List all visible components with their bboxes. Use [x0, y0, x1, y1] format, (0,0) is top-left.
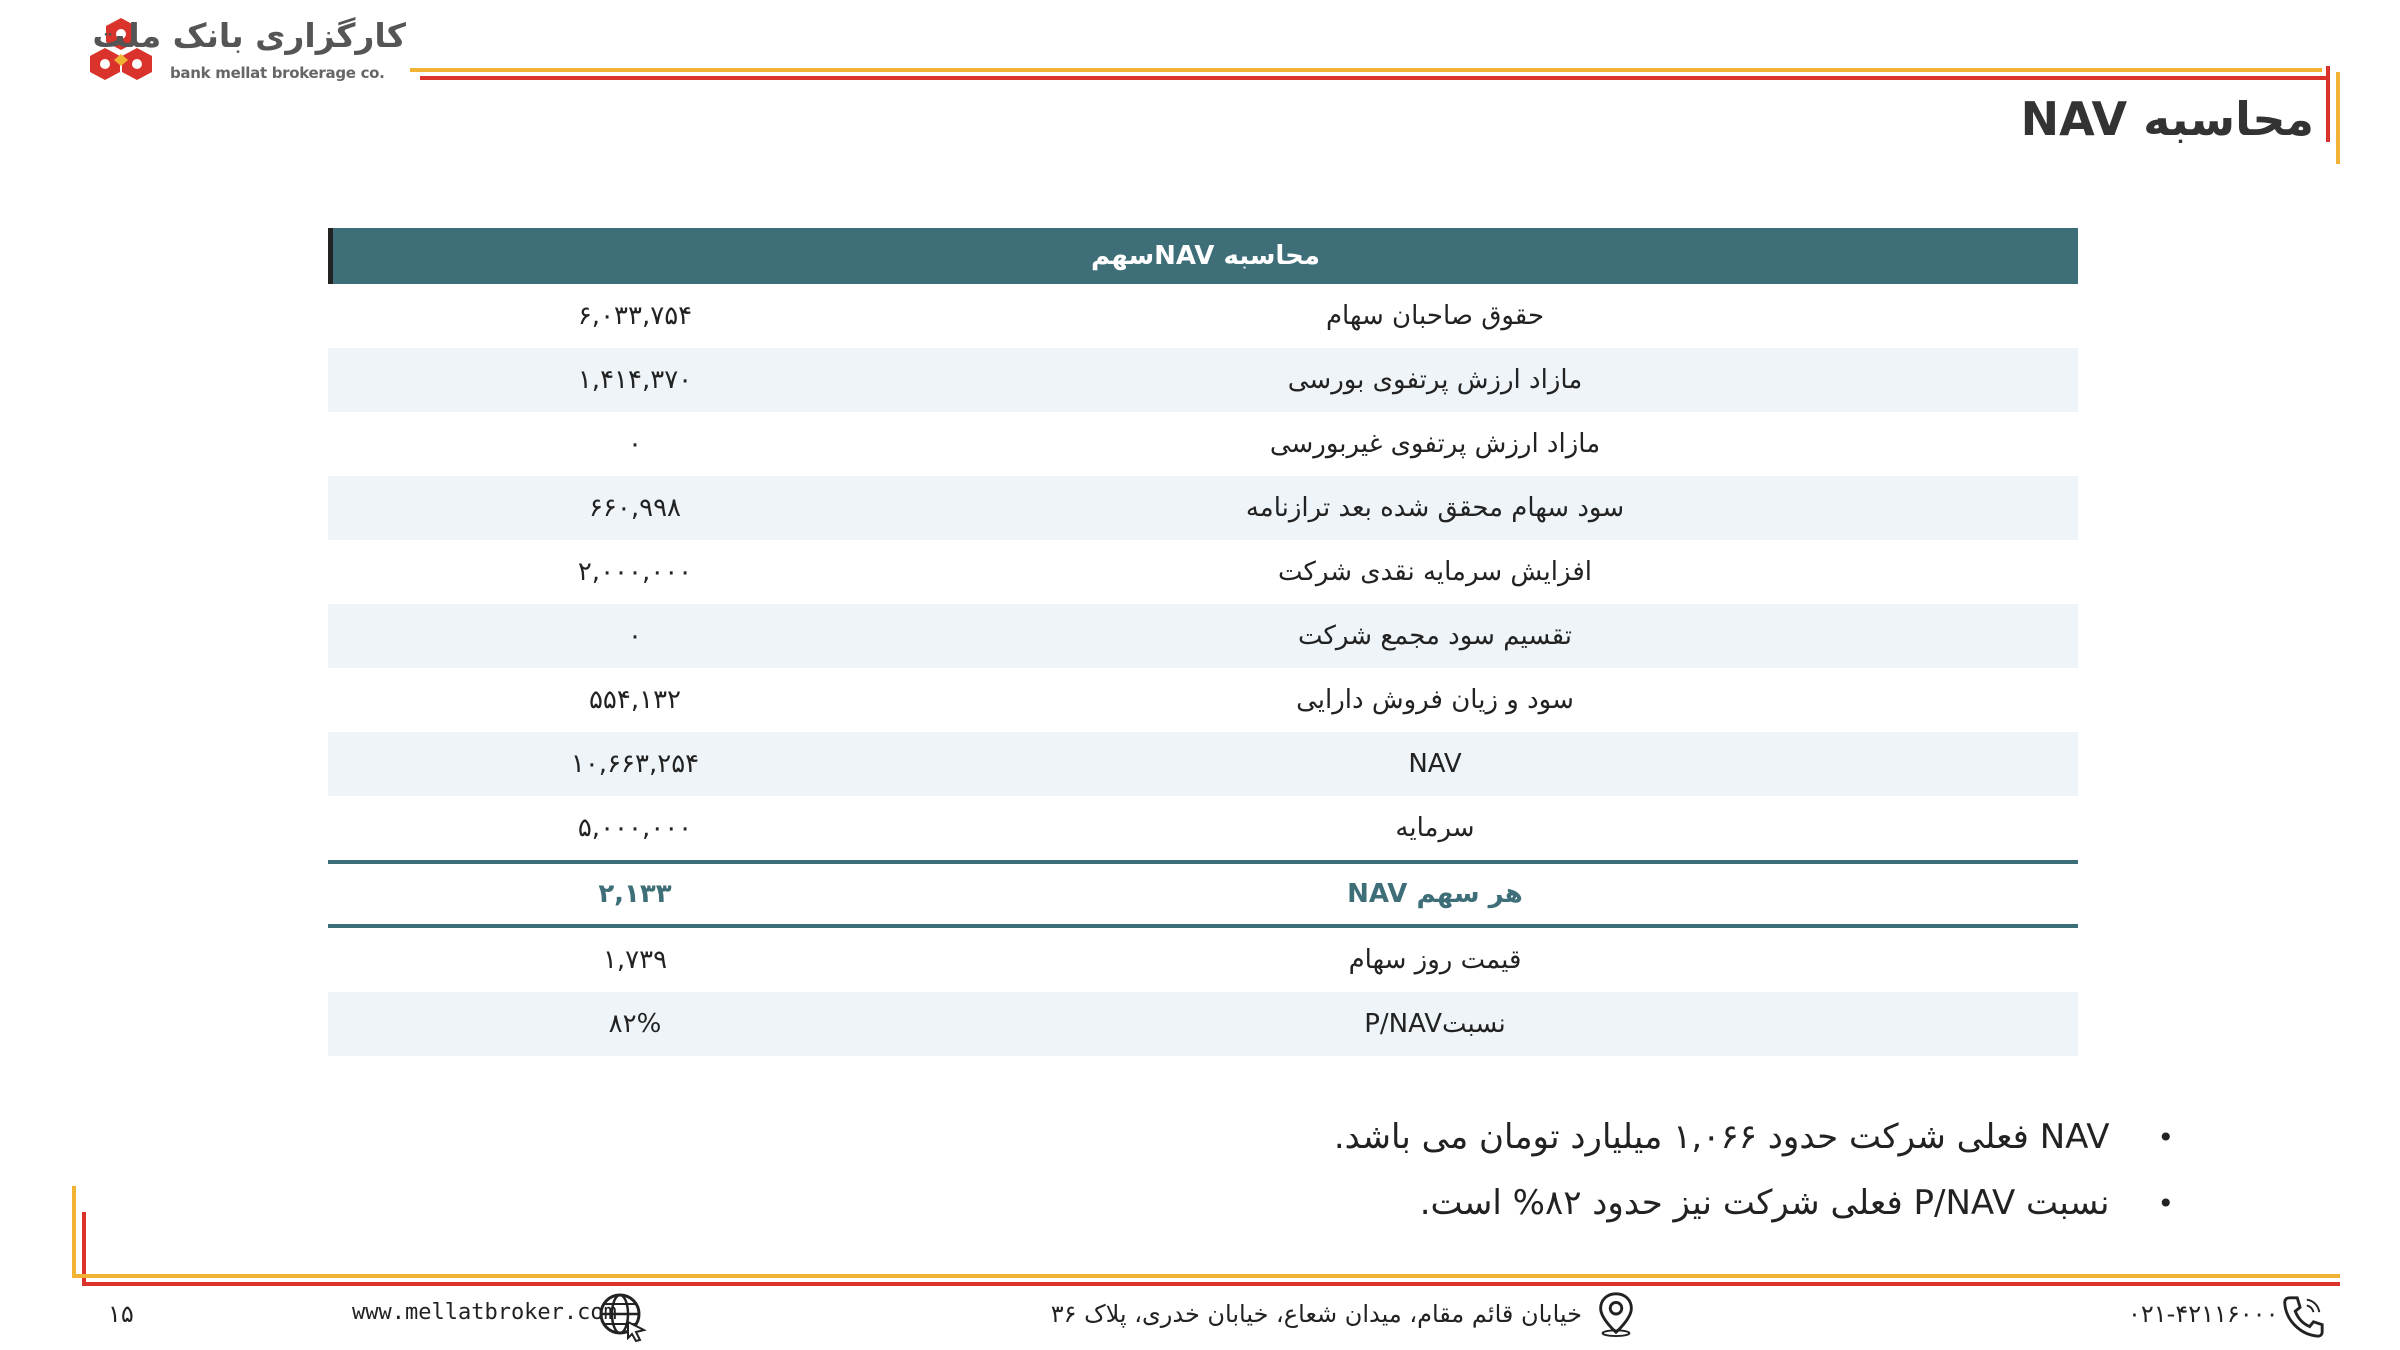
header-line-yellow-vertical	[2336, 72, 2340, 164]
page-title: محاسبه NAV	[2020, 92, 2314, 146]
row-value: ۸۲%	[608, 1009, 662, 1039]
row-label: افزایش سرمایه نقدی شرکت	[1278, 557, 1592, 587]
row-label: هر سهم NAV	[1347, 879, 1523, 909]
row-label: مازاد ارزش پرتفوی بورسی	[1287, 365, 1583, 395]
header-line-red	[420, 76, 2330, 80]
row-value: ۵,۰۰۰,۰۰۰	[577, 813, 693, 843]
address-text: خیابان قائم مقام، میدان شعاع، خیابان خدری، پلاک ۳۶	[1050, 1300, 1582, 1328]
table-row	[328, 796, 2078, 860]
row-value: ۱,۴۱۴,۳۷۰	[577, 365, 693, 395]
header-line-yellow	[410, 68, 2322, 72]
table-row	[328, 732, 2078, 796]
row-label: سود و زیان فروش دارایی	[1296, 685, 1574, 715]
footer-line-red	[82, 1282, 2340, 1286]
table-row	[328, 412, 2078, 476]
brand-name-en: bank mellat brokerage co.	[170, 64, 385, 82]
phone-number: ۰۲۱-۴۲۱۱۶۰۰۰	[2128, 1300, 2279, 1328]
row-value: ۵۵۴,۱۳۲	[588, 685, 682, 715]
bullet-icon: •	[2157, 1120, 2174, 1154]
summary-bullets	[1334, 1104, 2174, 1236]
globe-icon	[598, 1292, 648, 1342]
table-row	[328, 540, 2078, 604]
row-value: ۶,۰۳۳,۷۵۴	[577, 301, 693, 331]
row-value: ۰	[628, 621, 642, 651]
row-value: ۶۶۰,۹۹۸	[588, 493, 682, 523]
row-label: سود سهام محقق شده بعد ترازنامه	[1245, 493, 1625, 523]
row-value: ۲,۱۳۳	[598, 879, 672, 909]
row-label: حقوق صاحبان سهام	[1325, 301, 1545, 331]
table-row	[328, 668, 2078, 732]
page-number: ۱۵	[108, 1300, 134, 1328]
list-item	[1334, 1104, 2174, 1170]
table-row	[328, 604, 2078, 668]
table-row	[328, 928, 2078, 992]
table-row	[328, 992, 2078, 1056]
row-label: تقسیم سود مجمع شرکت	[1298, 621, 1572, 651]
phone-icon	[2278, 1290, 2326, 1342]
row-value: ۰	[628, 429, 642, 459]
row-label: قیمت روز سهام	[1348, 945, 1522, 975]
brand-logo	[84, 14, 414, 86]
bullet-icon: •	[2157, 1186, 2174, 1220]
table-row	[328, 476, 2078, 540]
table-row	[328, 348, 2078, 412]
row-value: ۲,۰۰۰,۰۰۰	[577, 557, 693, 587]
footer-line-yellow-vertical	[72, 1186, 76, 1278]
row-label: نسبتP/NAV	[1364, 1009, 1506, 1039]
list-item	[1334, 1170, 2174, 1236]
footer-line-yellow	[72, 1274, 2340, 1278]
header-line-red-vertical	[2326, 66, 2330, 142]
bullet-text: NAV فعلی شرکت حدود ۱,۰۶۶ میلیارد تومان می باشد.	[1333, 1117, 2110, 1157]
bullet-text: نسبت P/NAV فعلی شرکت نیز حدود ۸۲% است.	[1419, 1183, 2110, 1223]
table-header: محاسبه NAVسهم	[328, 228, 2078, 284]
row-label: سرمایه	[1395, 813, 1475, 843]
row-label: مازاد ارزش پرتفوی غیربورسی	[1269, 429, 1601, 459]
row-value: ۱۰,۶۶۳,۲۵۴	[570, 749, 700, 779]
table-row	[328, 284, 2078, 348]
row-value: ۱,۷۳۹	[602, 945, 668, 975]
nav-table	[328, 228, 2078, 1056]
location-pin-icon	[1592, 1288, 1640, 1340]
table-row-highlight	[328, 860, 2078, 928]
website-link[interactable]: www.mellatbroker.com	[352, 1300, 617, 1325]
brand-name-fa: کارگزاری بانک ملت	[92, 16, 406, 55]
row-label: NAV	[1408, 749, 1462, 779]
